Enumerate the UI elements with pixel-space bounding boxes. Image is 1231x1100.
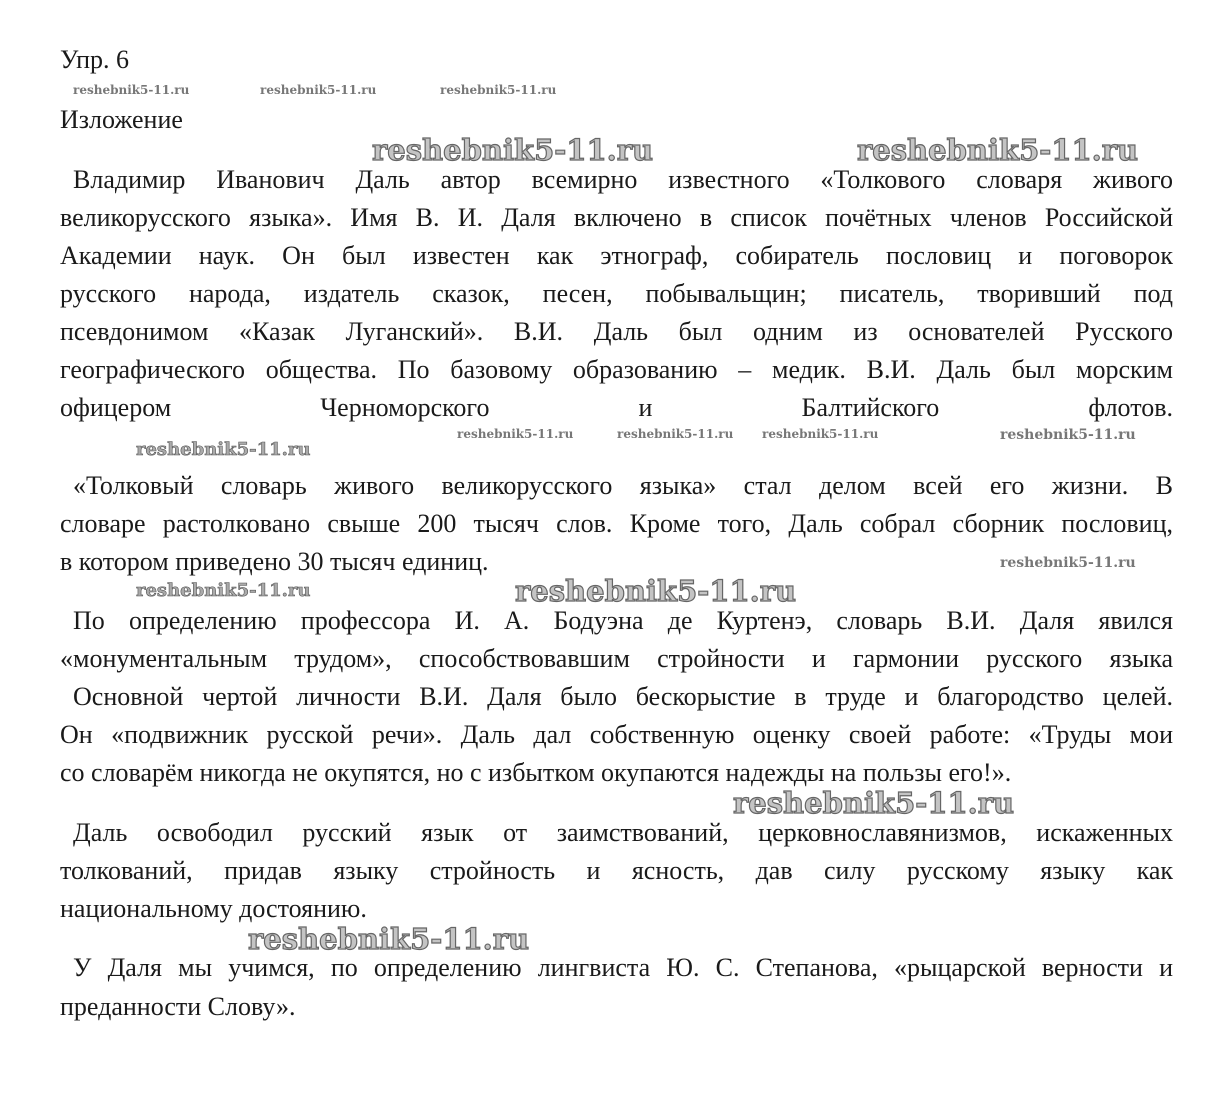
watermark: reshebnik5-11.ru xyxy=(248,922,530,956)
paragraph-3-line: со словарём никогда не окупятся, но с избытком окупаются надежды на пользы его!». xyxy=(60,758,1012,787)
watermark: reshebnik5-11.ru xyxy=(733,786,1015,820)
paragraph-3-line: Он «подвижник русской речи». Даль дал собственную оценку своей работе: «Труды мои xyxy=(60,720,1173,749)
paragraph-4-line: толкований, придав языку стройность и ясность, дав силу русскому языку как xyxy=(60,856,1173,885)
paragraph-2-line: «Толковый словарь живого великорусского языка» стал делом всей его жизни. В xyxy=(73,471,1173,500)
watermark: reshebnik5-11.ru xyxy=(617,427,734,441)
paragraph-1-line: офицером Черноморского и Балтийского флотов. xyxy=(60,393,1173,422)
paragraph-3-line: «монументальным трудом», способствовавшим стройности и гармонии русского языка xyxy=(60,644,1173,673)
watermark: reshebnik5-11.ru xyxy=(136,580,311,601)
watermark: reshebnik5-11.ru xyxy=(1000,555,1136,571)
paragraph-1-line: географического общества. По базовому образованию – медик. В.И. Даль был морским xyxy=(60,355,1173,384)
watermark: reshebnik5-11.ru xyxy=(515,574,797,608)
exercise-number: Упр. 6 xyxy=(60,45,130,74)
paragraph-4-line: национальному достоянию. xyxy=(60,894,367,923)
watermark: reshebnik5-11.ru xyxy=(762,427,879,441)
watermark: reshebnik5-11.ru xyxy=(260,83,377,97)
paragraph-1-line: великорусского языка». Имя В. И. Даля включено в список почётных членов Российской xyxy=(60,203,1173,232)
paragraph-1-line: псевдонимом «Казак Луганский». В.И. Даль был одним из основателей Русского xyxy=(60,317,1173,346)
watermark: reshebnik5-11.ru xyxy=(372,133,654,167)
paragraph-3-line: По определению профессора И. А. Бодуэна де Куртенэ, словарь В.И. Даля явился xyxy=(73,606,1173,635)
paragraph-5-line: преданности Слову». xyxy=(60,992,296,1021)
paragraph-2-line: словаре растолковано свыше 200 тысяч слов. Кроме того, Даль собрал сборник пословиц, xyxy=(60,509,1173,538)
paragraph-3-line: Основной чертой личности В.И. Даля было бескорыстие в труде и благородство целей. xyxy=(73,682,1173,711)
document-title: Изложение xyxy=(60,105,183,134)
watermark: reshebnik5-11.ru xyxy=(457,427,574,441)
watermark: reshebnik5-11.ru xyxy=(136,439,311,460)
paragraph-1-line: Владимир Иванович Даль автор всемирно известного «Толкового словаря живого xyxy=(73,165,1173,194)
paragraph-2-line: в котором приведено 30 тысяч единиц. xyxy=(60,547,489,576)
watermark: reshebnik5-11.ru xyxy=(73,83,190,97)
watermark: reshebnik5-11.ru xyxy=(1000,427,1136,443)
watermark: reshebnik5-11.ru xyxy=(857,133,1139,167)
paragraph-1-line: русского народа, издатель сказок, песен, побывальщин; писатель, творивший под xyxy=(60,279,1173,308)
paragraph-1-line: Академии наук. Он был известен как этнограф, собиратель пословиц и поговорок xyxy=(60,241,1173,270)
paragraph-4-line: Даль освободил русский язык от заимствований, церковнославянизмов, искаженных xyxy=(73,818,1173,847)
paragraph-5-line: У Даля мы учимся, по определению лингвиста Ю. С. Степанова, «рыцарской верности и xyxy=(73,953,1173,982)
watermark: reshebnik5-11.ru xyxy=(440,83,557,97)
